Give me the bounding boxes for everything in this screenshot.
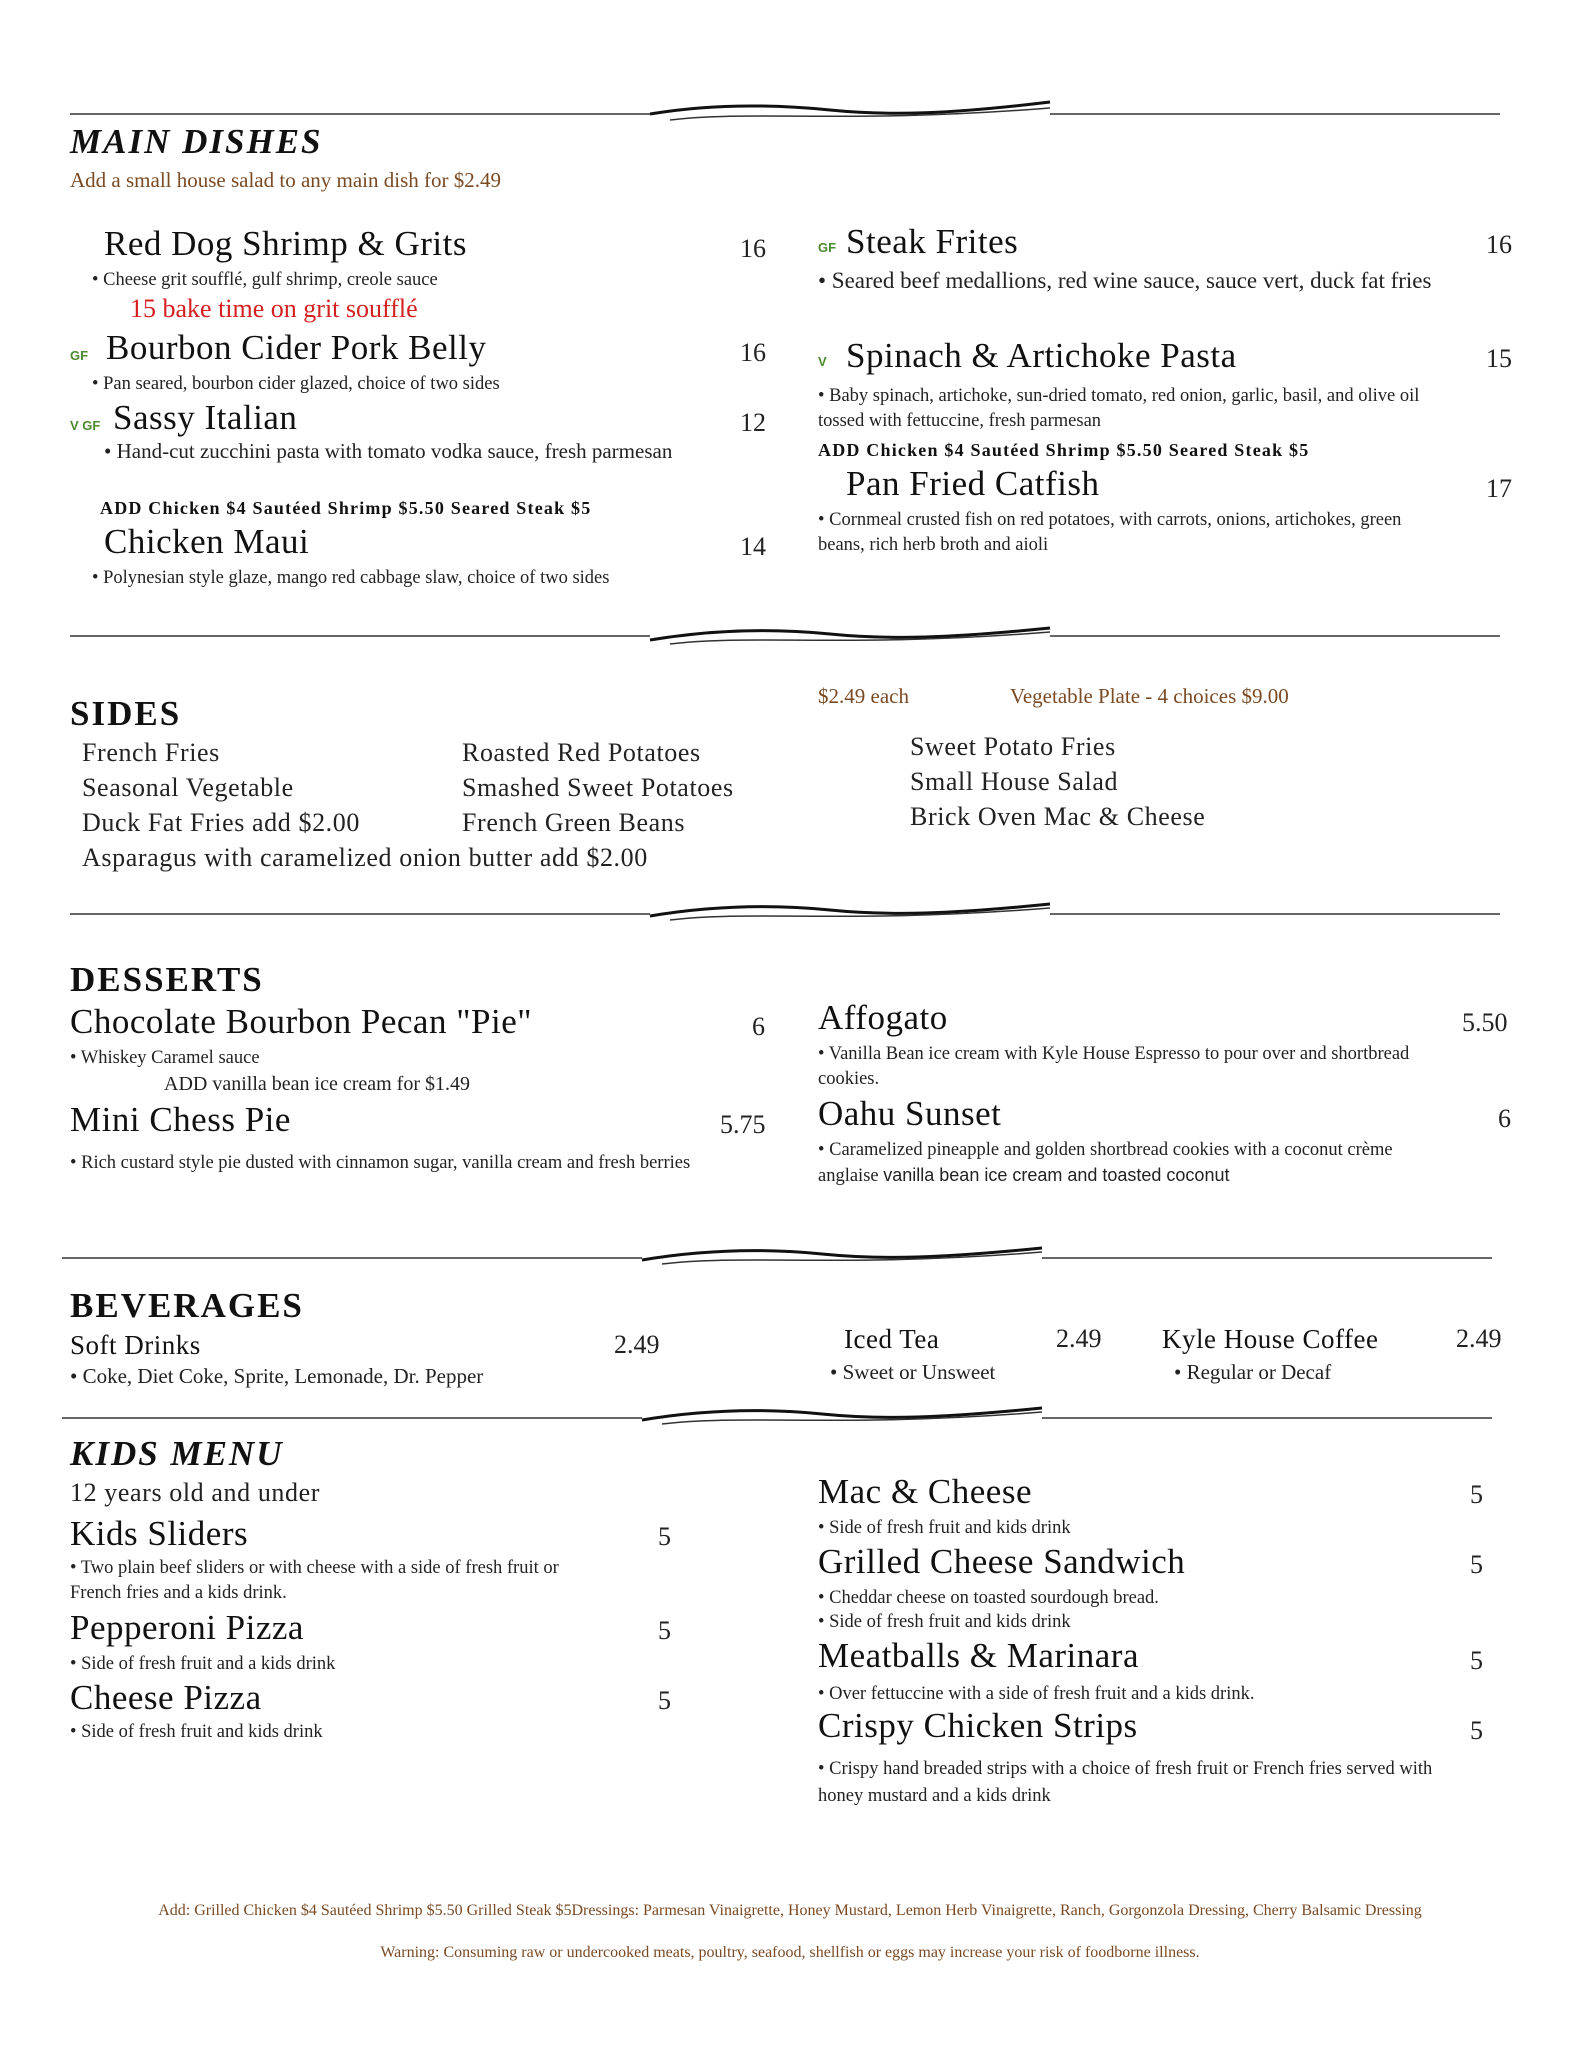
- dish-tag: GF: [70, 348, 89, 363]
- dish-desc: • Baby spinach, artichoke, sun-dried tomato, red onion, garlic, basil, and olive oil tossed with fettuccine, fresh parmesan: [818, 386, 1420, 431]
- dish-name: Chicken Maui: [104, 522, 310, 561]
- dessert-name: Affogato: [818, 998, 948, 1037]
- section-title-main-dishes: MAIN DISHES: [70, 122, 323, 161]
- dessert-name: Chocolate Bourbon Pecan "Pie": [70, 1002, 533, 1041]
- dish-name: Spinach & Artichoke Pasta: [846, 336, 1237, 375]
- beverage-desc: • Sweet or Unsweet: [830, 1360, 996, 1384]
- dish-price: 14: [740, 532, 766, 561]
- main-dishes-note: Add a small house salad to any main dish for $2.49: [70, 168, 502, 192]
- kids-item-name: Pepperoni Pizza: [70, 1608, 304, 1647]
- dessert-price: 5.75: [720, 1110, 766, 1139]
- dish-name: Pan Fried Catfish: [846, 464, 1100, 503]
- dessert-desc: • Rich custard style pie dusted with cinnamon sugar, vanilla cream and fresh berries: [70, 1153, 691, 1173]
- dish-desc: • Cornmeal crusted fish on red potatoes, with carrots, onions, artichokes, green beans, rich herb broth and aioli: [818, 510, 1402, 555]
- dessert-add-on: ADD vanilla bean ice cream for $1.49: [164, 1073, 470, 1095]
- section-title-sides: SIDES: [70, 694, 182, 733]
- divider-after-sides: [70, 894, 1500, 934]
- divider-after-desserts: [62, 1238, 1492, 1278]
- dessert-name: Oahu Sunset: [818, 1094, 1002, 1133]
- kids-item-name: Grilled Cheese Sandwich: [818, 1542, 1186, 1581]
- divider-after-main: [70, 618, 1500, 658]
- side-item: Smashed Sweet Potatoes: [462, 773, 734, 802]
- beverage-price: 2.49: [1056, 1324, 1102, 1353]
- dish-name: Red Dog Shrimp & Grits: [104, 224, 467, 263]
- kids-item-price: 5: [1470, 1480, 1483, 1509]
- dish-desc: • Seared beef medallions, red wine sauce, sauce vert, duck fat fries: [818, 268, 1432, 293]
- dessert-price: 6: [1498, 1104, 1511, 1133]
- section-title-beverages: BEVERAGES: [70, 1286, 304, 1325]
- dish-price: 16: [740, 234, 766, 263]
- dish-price: 16: [740, 338, 766, 367]
- kids-item-name: Meatballs & Marinara: [818, 1636, 1140, 1675]
- kids-item-desc: • Side of fresh fruit and kids drink: [818, 1518, 1071, 1538]
- kids-item-desc: • Side of fresh fruit and kids drink: [818, 1612, 1071, 1632]
- dish-note-red: 15 bake time on grit soufflé: [130, 294, 418, 323]
- section-title-kids-menu: KIDS MENU: [70, 1434, 284, 1473]
- kids-item-price: 5: [1470, 1646, 1483, 1675]
- section-title-desserts: DESSERTS: [70, 960, 264, 999]
- dish-tag: V: [818, 354, 827, 369]
- side-item: Roasted Red Potatoes: [462, 738, 701, 767]
- beverage-price: 2.49: [1456, 1324, 1502, 1353]
- sides-veg-plate: Vegetable Plate - 4 choices $9.00: [1010, 684, 1289, 708]
- dish-desc: • Pan seared, bourbon cider glazed, choice of two sides: [92, 374, 500, 394]
- beverage-name: Kyle House Coffee: [1162, 1324, 1379, 1354]
- dessert-name: Mini Chess Pie: [70, 1100, 291, 1139]
- footer-warning: Warning: Consuming raw or undercooked meats, poultry, seafood, shellfish or eggs may increase your risk of foodborne illness.: [380, 1944, 1200, 1961]
- side-item: French Fries: [82, 738, 220, 767]
- dessert-desc: [818, 1138, 1438, 1189]
- kids-item-name: Mac & Cheese: [818, 1472, 1032, 1511]
- kids-item-name: Kids Sliders: [70, 1514, 249, 1553]
- kids-item-desc: • Over fettuccine with a side of fresh fruit and a kids drink.: [818, 1684, 1255, 1704]
- dish-price: 15: [1486, 344, 1512, 373]
- beverage-name: Iced Tea: [844, 1324, 940, 1354]
- side-item: Sweet Potato Fries: [910, 732, 1116, 761]
- kids-item-price: 5: [658, 1616, 671, 1645]
- kids-item-desc: • Side of fresh fruit and kids drink: [70, 1722, 323, 1742]
- kids-item-price: 5: [1470, 1550, 1483, 1579]
- side-item: Brick Oven Mac & Cheese: [910, 802, 1206, 831]
- side-item: French Green Beans: [462, 808, 686, 837]
- sides-price-note: $2.49 each: [818, 684, 909, 708]
- dish-name: Bourbon Cider Pork Belly: [106, 328, 487, 367]
- kids-item-desc: • Two plain beef sliders or with cheese with a side of fresh fruit or French fries and a kids drink.: [70, 1558, 559, 1603]
- dish-name: Sassy Italian: [113, 398, 298, 437]
- dessert-desc-tail: vanilla bean ice cream and toasted coconut: [883, 1165, 1230, 1185]
- kids-item-price: 5: [658, 1686, 671, 1715]
- dessert-desc-main: • Caramelized pineapple and golden shortbread cookies with a coconut crème anglaise: [818, 1140, 1393, 1186]
- dessert-price: 6: [752, 1012, 765, 1041]
- side-item: Asparagus with caramelized onion butter add $2.00: [82, 843, 648, 872]
- kids-age-note: 12 years old and under: [70, 1478, 321, 1507]
- kids-item-desc: • Cheddar cheese on toasted sourdough bread.: [818, 1588, 1159, 1608]
- dish-tag: V GF: [70, 418, 101, 433]
- dish-desc: • Hand-cut zucchini pasta with tomato vodka sauce, fresh parmesan: [104, 439, 673, 463]
- dish-price: 16: [1486, 230, 1512, 259]
- dish-add-ons: ADD Chicken $4 Sautéed Shrimp $5.50 Seared Steak $5: [100, 498, 592, 518]
- footer-add-ons-dressings: Add: Grilled Chicken $4 Sautéed Shrimp $5.50 Grilled Steak $5Dressings: Parmesan Vinaigrette, Honey Mustard, Lemon Herb Vinaigrette, Ranch, Gorgonzola Dressing, Cherry Balsamic Dressing: [158, 1902, 1422, 1919]
- dish-desc: • Polynesian style glaze, mango red cabbage slaw, choice of two sides: [92, 568, 610, 588]
- kids-item-price: 5: [658, 1522, 671, 1551]
- beverage-name: Soft Drinks: [70, 1330, 201, 1360]
- beverage-price: 2.49: [614, 1330, 660, 1359]
- side-item: Small House Salad: [910, 767, 1119, 796]
- dish-price: 17: [1486, 474, 1512, 503]
- dish-price: 12: [740, 408, 766, 437]
- dessert-desc: • Vanilla Bean ice cream with Kyle House Espresso to pour over and shortbread cookies.: [818, 1044, 1410, 1089]
- beverage-desc: • Regular or Decaf: [1174, 1360, 1332, 1384]
- side-item: Duck Fat Fries add $2.00: [82, 808, 360, 837]
- beverage-desc: • Coke, Diet Coke, Sprite, Lemonade, Dr. Pepper: [70, 1364, 484, 1388]
- kids-item-name: Cheese Pizza: [70, 1678, 262, 1717]
- dessert-price: 5.50: [1462, 1008, 1508, 1037]
- kids-item-desc: • Crispy hand breaded strips with a choice of fresh fruit or French fries served with honey mustard and a kids drink: [818, 1759, 1433, 1806]
- dish-tag: GF: [818, 240, 837, 255]
- dish-desc: • Cheese grit soufflé, gulf shrimp, creole sauce: [92, 270, 438, 290]
- dish-add-ons: ADD Chicken $4 Sautéed Shrimp $5.50 Seared Steak $5: [818, 440, 1310, 460]
- dish-name: Steak Frites: [846, 222, 1019, 261]
- kids-item-desc: • Side of fresh fruit and a kids drink: [70, 1654, 336, 1674]
- dessert-desc: • Whiskey Caramel sauce: [70, 1048, 260, 1068]
- kids-item-name: Crispy Chicken Strips: [818, 1706, 1138, 1745]
- side-item: Seasonal Vegetable: [82, 773, 294, 802]
- kids-item-price: 5: [1470, 1716, 1483, 1745]
